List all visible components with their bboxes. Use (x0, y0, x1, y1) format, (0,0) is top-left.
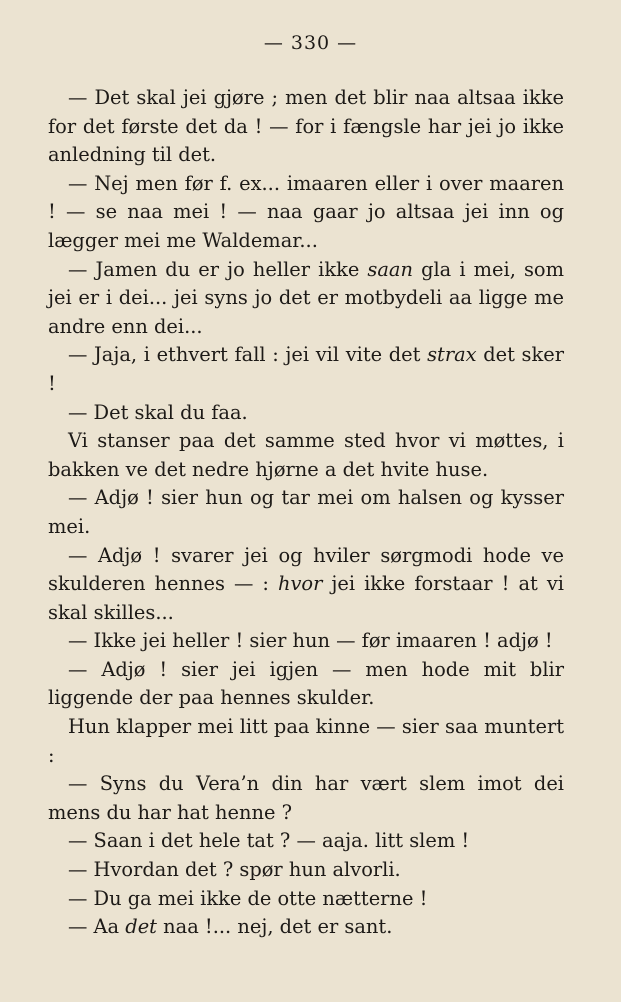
text-run: — Jaja, i ethvert fall : jei vil vite det (68, 343, 428, 367)
italic-text: strax (427, 343, 477, 367)
paragraph (48, 427, 564, 484)
paragraph (48, 770, 564, 827)
text-run: det sker ! (48, 343, 565, 395)
text-run: naa !... nej, det er sant. (156, 915, 393, 939)
text-run: — Hvordan det ? spør hun alvorli. (68, 858, 401, 882)
paragraph (48, 656, 564, 713)
text-run: — Adjø ! sier hun og tar mei om halsen og kysser mei. (48, 486, 564, 538)
text-run: — Ikke jei heller ! sier hun — før imaaren ! adjø ! (68, 629, 553, 653)
italic-text: det (125, 915, 157, 939)
italic-text: hvor (277, 572, 323, 596)
paragraph (48, 170, 564, 256)
text-run: gla i mei, som jei er i dei... jei syns jo det er motbydeli aa ligge me andre enn dei... (48, 257, 564, 338)
body-text (48, 84, 564, 942)
page-number: — 330 — (263, 32, 358, 54)
text-run: — Adjø ! svarer jei og hviler sørgmodi hode ve skulderen hennes — : (48, 543, 564, 596)
text-run: — Det skal du faa. (68, 400, 248, 424)
text-run: — Aa (68, 915, 126, 939)
paragraph (48, 484, 564, 541)
paragraph (48, 627, 564, 656)
text-run: — Du ga mei ikke de otte nætterne ! (68, 886, 428, 910)
text-run: — Syns du Vera’n din har vært slem imot dei mens du har hat henne ? (48, 772, 564, 824)
text-run: Vi stanser paa det samme sted hvor vi møttes, i bakken ve det nedre hjørne a det hvite huse. (48, 429, 564, 481)
paragraph (48, 713, 564, 770)
text-run: — Det skal jei gjøre ; men det blir naa altsaa ikke for det første det da ! — for i fængsle har jei jo ikke anledning til det. (48, 86, 564, 167)
paragraph (48, 84, 564, 170)
paragraph (48, 256, 564, 342)
text-run: — Adjø ! sier jei igjen — men hode mit blir liggende der paa hennes skulder. (48, 657, 564, 710)
text-run: — Nej men før f. ex... imaaren eller i over maaren ! — se naa mei ! — naa gaar jo altsaa jei inn og lægger mei me Waldemar... (48, 171, 564, 252)
paragraph (48, 399, 564, 428)
text-run: — Jamen du er jo heller ikke (68, 257, 368, 281)
paragraph (48, 827, 564, 856)
paragraph (48, 913, 564, 942)
text-run: Hun klapper mei litt paa kinne — sier saa muntert : (48, 715, 564, 767)
text-run: — Saan i det hele tat ? — aaja. litt slem ! (68, 829, 470, 853)
paragraph (48, 885, 564, 914)
paragraph (48, 341, 564, 398)
paragraph (48, 542, 564, 628)
text-run: jei ikke forstaar ! at vi skal skilles... (48, 572, 564, 624)
italic-text: saan (367, 257, 413, 281)
paragraph (48, 856, 564, 885)
